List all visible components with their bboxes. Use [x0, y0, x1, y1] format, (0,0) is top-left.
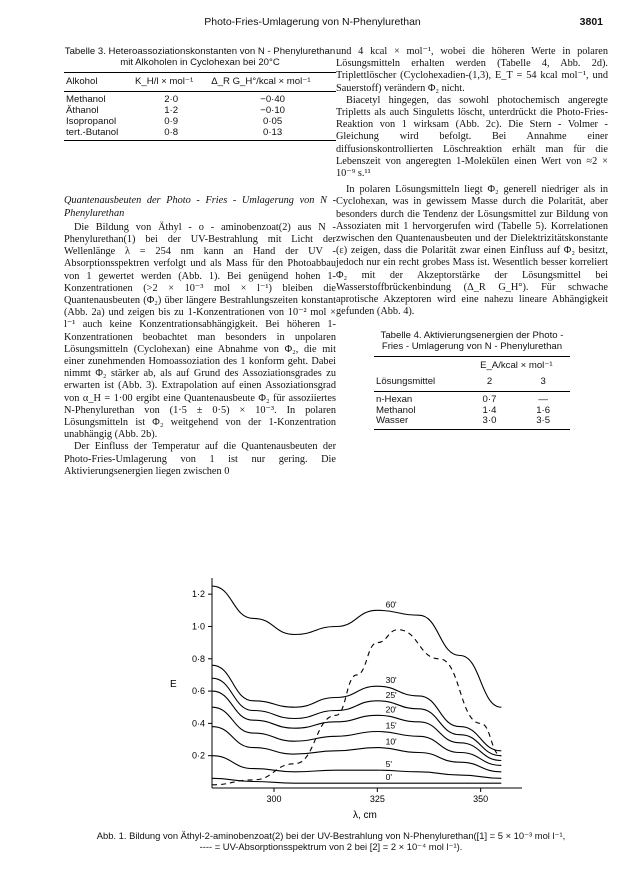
paragraph: Der Einfluss der Temperatur auf die Quantenausbeuten der Photo-Fries-Umlagerung von 1 ist nur gering. Die Aktivierungsenergien liegen zwischen 0 — [64, 441, 336, 477]
table-cell: 3·5 — [516, 416, 570, 429]
x-tick-label: 325 — [369, 794, 385, 804]
paragraph: und 4 kcal × mol⁻¹, wobei die höheren Werte in polaren Lösungsmitteln erhalten werden (Tabelle 4, Abb. 2d). Triplettlöscher (Cyclohexadien-(1,3), E_T = 54 kcal mol⁻¹, und Sauerstoff) verändern Φ₂ nicht. — [336, 46, 608, 94]
series-label: 20' — [385, 704, 397, 715]
paragraph: In polaren Lösungsmitteln liegt Φ₂ generell niedriger als in Cyclohexan, was in gewissem Masse durch die Polarität, aber besonders durch die Tendenz der Lösungsmittel zur Bildung von Assoziaten mit 1 hervorgerufen wird (Tabelle 5). Korrelationen zwischen den Quantenausbeuten und der Dielektrizitätskonstante (ε) zeigen, dass die Polarität zwar einen Einfluss auf Φ₂ besitzt, jedoch nur ein recht grobes Mass ist. Wesentlich besser korreliert Φ₂ mit der Akzeptorstärke der Lösungsmittel bei Wasserstoffbrückenbindung (Δ_R G_H°). Für schwache aprotische Akzeptoren wird eine nahezu lineare Abhängigkeit gefunden (Abb. 4). — [336, 184, 608, 318]
series-line — [212, 678, 501, 756]
table-cell: Methanol — [66, 94, 106, 106]
table-cell: Wasser — [374, 416, 463, 429]
right-column — [336, 46, 608, 430]
table3-header-0: Alkohol — [64, 73, 133, 92]
y-tick-label: 0·2 — [191, 750, 205, 761]
table4-header-2: 3 — [516, 373, 570, 392]
table-cell: 0·13 — [209, 128, 336, 141]
series-line — [212, 756, 501, 779]
table3-header-2: Δ_R G_H°/kcal × mol⁻¹ — [209, 73, 336, 92]
table-cell: 0·9 — [164, 115, 179, 127]
y-tick-label: 0·4 — [191, 718, 205, 729]
page-number: 3801 — [579, 16, 603, 28]
y-tick-label: 1·2 — [191, 589, 205, 600]
table-cell: Isopropanol — [66, 115, 117, 127]
figure-1 — [142, 560, 562, 822]
y-tick-label: 0·6 — [191, 686, 205, 697]
table-row — [64, 128, 336, 141]
table4-header-0: Lösungsmittel — [374, 373, 463, 392]
paragraph: Biacetyl hingegen, das sowohl photochemisch angeregte Tripletts als auch Singuletts löscht, unterdrückt die Photo-Fries-Reaktion von 1 wirksam (Abb. 2c). Die Stern - Volmer - Gleichung wird befolgt. Bei Annahme einer diffusionskontrollierten Löschreaktion erhält man für die Lebenszeit von angeregten 1-Molekülen einen Wert von ≈2 × 10⁻⁹ s.¹¹ — [336, 94, 608, 180]
table3 — [64, 72, 336, 141]
y-tick-label: 1·0 — [191, 621, 205, 632]
table4-header-blank — [374, 357, 463, 373]
series-line — [212, 778, 501, 783]
table-cell: −0·40 — [260, 94, 286, 106]
table-row — [64, 117, 336, 128]
table3-caption: Tabelle 3. Heteroassoziationskonstanten von N - Phenylurethan mit Alkoholen in Cyclohexan bei 20°C — [64, 46, 336, 68]
table-cell: 0·8 — [133, 128, 209, 141]
y-tick-label: 0·8 — [191, 653, 205, 664]
series-line — [212, 691, 501, 760]
paragraph: Die Bildung von Äthyl - o - aminobenzoat(2) aus N - Phenylurethan(1) bei der UV-Bestrahlung mit Licht der Wellenlänge λ = 254 nm kann an Hand der UV - Absorptionsspektren verfolgt und als Mass für den Photoabbau von 1 gewertet werden (Abb. 1). Bei genügend hohen 1-Konzentrationen (>2 × 10⁻³ mol × l⁻¹) bleiben die Quantenausbeuten (Φ₂) über längere Bestrahlungszeiten konstant (Abb. 2a) und zeigen bis zu 1-Konzentrationen von 10⁻² mol × l⁻¹ auch keine Konzentrationsabhängigkeit. Bei höheren 1-Konzentrationen beobachtet man besonders in unpolaren Lösungsmitteln (Cyclohexan) eine Abnahme von Φ₂, die mit einer zunehmenden Homoassoziation des 1 konform geht. Dabei nimmt Φ₂ stärker ab, als auf Grund des Assoziationsgrades zu erwarten ist (Abb. 3). Extrapolation auf einen Assoziationsgrad von α_H = 1·00 ergibt eine Quantenausbeute Φ₂ für assoziiertes N-Phenylurethan von (1·5 ± 0·5) × 10⁻³. In polaren Lösungsmitteln ist Φ₂ weitgehend von der 1-Konzentration unabhängig (Abb. 2b). — [64, 221, 336, 441]
table4 — [374, 356, 570, 430]
table-cell: 0·05 — [263, 115, 283, 127]
series-label: 5' — [385, 759, 392, 770]
x-tick-label: 300 — [266, 794, 282, 804]
running-title: Photo-Fries-Umlagerung von N-Phenylurethan — [204, 16, 421, 28]
table-cell: Methanol — [376, 404, 416, 416]
x-tick-label: 350 — [473, 794, 489, 804]
table4-header-1: 2 — [463, 373, 517, 392]
table-cell: 0·7 — [482, 393, 497, 405]
table-cell: −0·10 — [260, 105, 286, 116]
series-label: 60' — [385, 599, 397, 610]
y-axis-label: E — [170, 679, 177, 690]
table-cell: 1·6 — [536, 404, 551, 416]
left-column — [64, 46, 336, 478]
table-row — [374, 416, 570, 429]
table-cell: n-Hexan — [376, 393, 413, 405]
table-cell: 1·4 — [482, 404, 497, 416]
table3-header-1: K_H/l × mol⁻¹ — [133, 73, 209, 92]
table-cell: 3·0 — [463, 416, 517, 429]
table-row — [64, 92, 336, 106]
table-cell: 2·0 — [164, 94, 179, 106]
series-label: 15' — [385, 720, 397, 731]
table-cell: Äthanol — [66, 105, 99, 116]
series-label: 10' — [385, 736, 397, 747]
reference-spectrum-dashed — [212, 630, 501, 785]
series-line — [212, 586, 501, 707]
section-title: Quantenausbeuten der Photo - Fries - Umlagerung von N - Phenylurethan — [64, 195, 336, 219]
series-label: 30' — [385, 675, 397, 686]
table-cell: tert.-Butanol — [64, 128, 133, 141]
table-row — [374, 391, 570, 405]
table4-group-header: E_A/kcal × mol⁻¹ — [463, 357, 570, 373]
table4-caption: Tabelle 4. Aktivierungsenergien der Photo - Fries - Umlagerung von N - Phenylurethan — [380, 330, 564, 353]
table-cell: 1·2 — [164, 105, 179, 116]
page-header — [22, 16, 603, 30]
x-axis-label: λ, cm — [352, 810, 377, 821]
table-cell: — — [538, 393, 548, 405]
series-label: 25' — [385, 689, 397, 700]
series-line — [212, 707, 501, 765]
series-label: 0' — [385, 772, 392, 783]
table4-block — [374, 330, 570, 430]
figure-caption: Abb. 1. Bildung von Äthyl-2-aminobenzoat(2) bei der UV-Bestrahlung von N-Phenylurethan([1] = 5 × 10⁻³ mol l⁻¹, ---- = UV-Absorptionsspektrum von 2 bei [2] = 2 × 10⁻⁴ mol l⁻¹). — [96, 830, 566, 853]
spectrum-chart — [142, 560, 562, 822]
series-line — [212, 665, 501, 751]
